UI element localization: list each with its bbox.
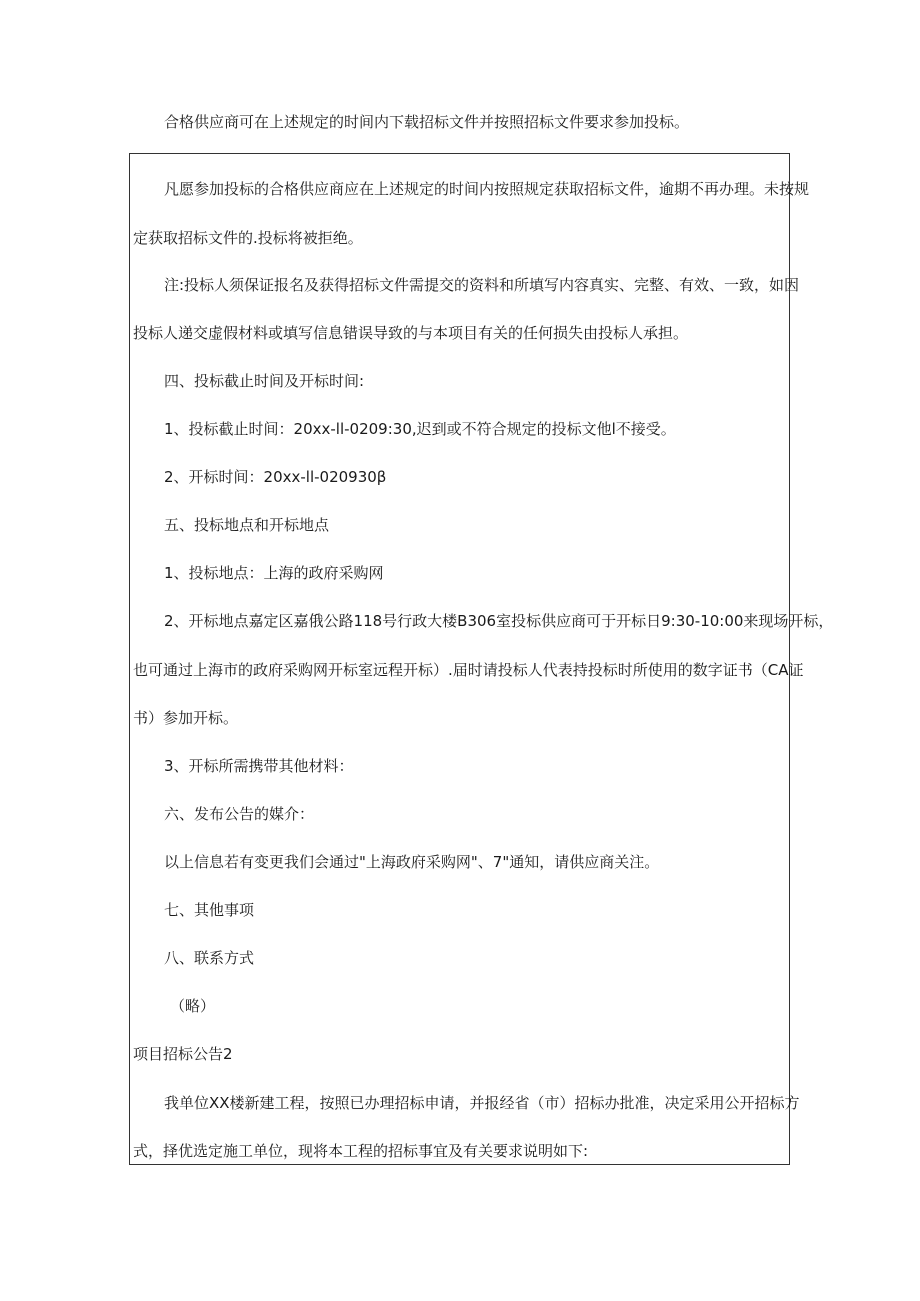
notice-2-title: 项目招标公告2 [133,1045,233,1063]
paragraph-registration-line1: 凡愿参加投标的合格供应商应在上述规定的时间内按照规定获取招标文件，逾期不再办理。未按规 [164,180,810,198]
section-7-heading: 七、其他事项 [164,901,255,919]
section-6-text: 以上信息若有变更我们会通过"上海政府采购网"、7"通知，请供应商关注。 [164,853,660,871]
section-8-heading: 八、联系方式 [164,949,255,967]
section-4-heading: 四、投标截止时间及开标时间: [164,372,365,390]
section-4-item-deadline: 1、投标截止时间：20xx-ll-0209:30,迟到或不符合规定的投标文他l不接受。 [164,420,676,438]
note-paragraph-line2: 投标人递交虚假材料或填写信息错误导致的与本项目有关的任何损失由投标人承担。 [133,324,689,342]
section-5-heading: 五、投标地点和开标地点 [164,516,330,534]
section-5-item-bid-location: 1、投标地点：上海的政府采购网 [164,564,384,582]
intro-paragraph: 合格供应商可在上述规定的时间内下载招标文件并按照招标文件要求参加投标。 [164,113,690,131]
document-frame [129,153,834,1165]
section-4-item-opening-time: 2、开标时间：20xx-ll-020930β [164,468,387,486]
notice-2-paragraph-line1: 我单位XX楼新建工程，按照已办理招标申请，并报经省（市）招标办批准，决定采用公开招标方 [164,1094,800,1112]
contact-omitted: （略） [170,997,216,1015]
paragraph-registration-line2: 定获取招标文件的.投标将被拒绝。 [133,229,363,247]
section-5-item-opening-location-line1: 2、开标地点嘉定区嘉俄公路118号行政大楼B306室投标供应商可于开标日9:30-10:00来现场开标， [164,612,834,630]
notice-2-paragraph-line2: 式，择优选定施工单位，现将本工程的招标事宜及有关要求说明如下: [133,1142,589,1160]
note-paragraph-line1: 注:投标人须保证报名及获得招标文件需提交的资料和所填写内容真实、完整、有效、一致，如因 [164,276,800,294]
section-5-item-opening-location-line3: 书）参加开标。 [133,709,239,727]
section-5-item-opening-location-line2: 也可通过上海市的政府采购网开标室远程开标）.届时请投标人代表持投标时所使用的数字证书（CA证 [133,661,804,679]
section-6-heading: 六、发布公告的媒介： [164,805,315,823]
section-5-item-materials: 3、开标所需携带其他材料： [164,757,354,775]
